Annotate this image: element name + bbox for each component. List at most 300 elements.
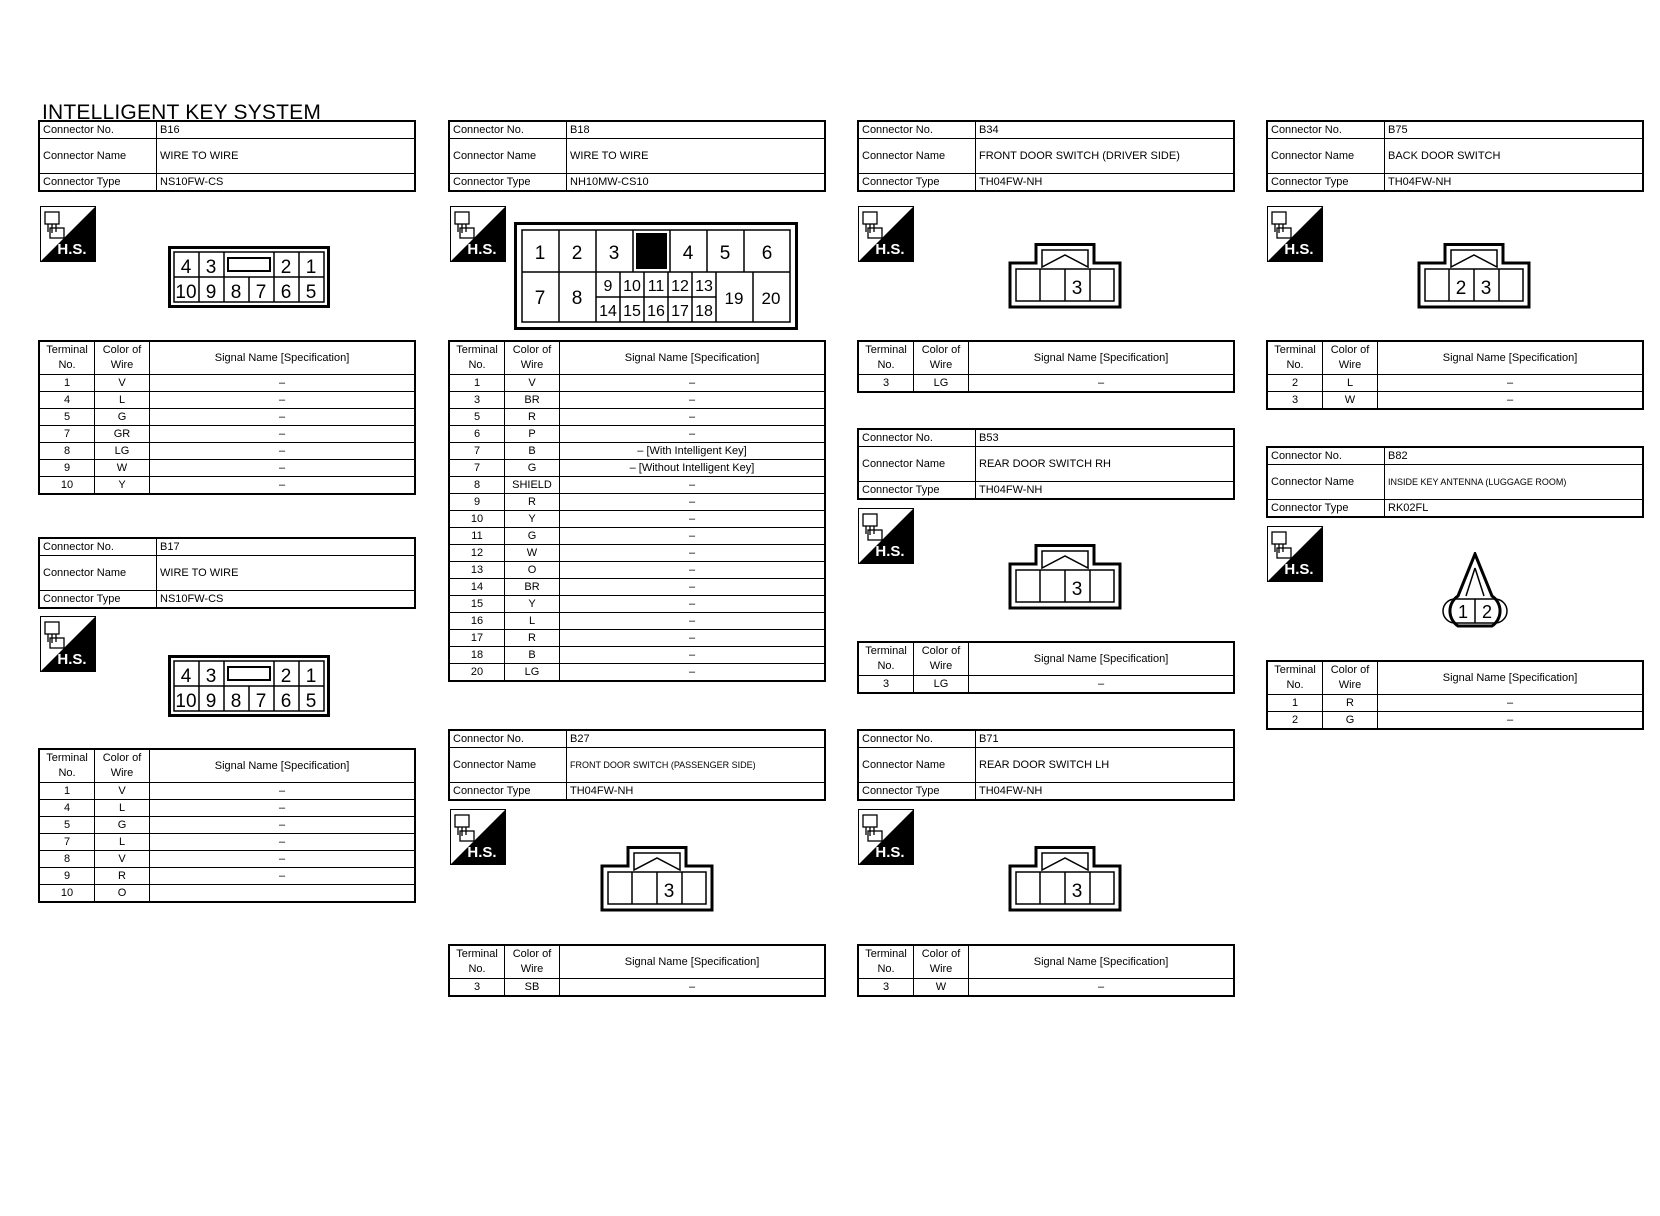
connector-no-value: B71: [976, 730, 1235, 748]
terminal-no-header: Terminal No.: [449, 341, 505, 375]
signal-name-cell: –: [560, 613, 826, 630]
signal-name-cell: –: [150, 868, 416, 885]
wire-color-cell: L: [95, 834, 150, 851]
hs-label: H.S.: [875, 844, 905, 861]
connector-no-value: B16: [157, 121, 416, 139]
signal-name-header: Signal Name [Specification]: [560, 341, 826, 375]
pin-label: 6: [280, 691, 292, 712]
connector-type-label: Connector Type: [858, 482, 976, 500]
harness-side-icon: [1267, 206, 1323, 262]
connector-no-value: B34: [976, 121, 1235, 139]
wire-color-cell: O: [505, 562, 560, 579]
signal-name-cell: –: [560, 579, 826, 596]
connector-no-value: B75: [1385, 121, 1644, 139]
table-row: [449, 579, 825, 596]
signal-name-cell: –: [150, 460, 416, 477]
wire-color-cell: BR: [505, 392, 560, 409]
terminal-no-cell: 7: [449, 443, 505, 460]
harness-side-icon: [858, 206, 914, 262]
wire-color-cell: W: [914, 979, 969, 997]
pin-label: 15: [623, 303, 641, 320]
connector-name-label: Connector Name: [1267, 139, 1385, 174]
signal-name-cell: –: [560, 664, 826, 682]
wire-color-cell: R: [505, 409, 560, 426]
signal-name-cell: –: [150, 817, 416, 834]
signal-name-cell: –: [1378, 695, 1644, 712]
terminal-no-cell: 2: [1267, 712, 1323, 730]
wire-color-cell: G: [95, 817, 150, 834]
signal-name-cell: –: [560, 596, 826, 613]
terminal-no-header: Terminal No.: [858, 945, 914, 979]
terminal-table-b34: [857, 340, 1235, 393]
terminal-table-b71: [857, 944, 1235, 997]
harness-side-icon: [450, 206, 506, 262]
pin-label: 9: [205, 282, 217, 303]
table-row: [39, 477, 415, 495]
table-row: [39, 885, 415, 903]
terminal-no-cell: 8: [39, 851, 95, 868]
terminal-no-cell: 4: [39, 392, 95, 409]
terminal-no-cell: 11: [449, 528, 505, 545]
wire-color-cell: SHIELD: [505, 477, 560, 494]
connector-face-b75: [1417, 243, 1531, 309]
wire-color-cell: L: [95, 392, 150, 409]
hs-label: H.S.: [57, 651, 87, 668]
pin-label: 18: [695, 303, 713, 320]
signal-name-header: Signal Name [Specification]: [969, 642, 1235, 676]
table-row: [39, 375, 415, 392]
wire-color-cell: Y: [95, 477, 150, 495]
connector-no-label: Connector No.: [449, 730, 567, 748]
wire-color-cell: G: [95, 409, 150, 426]
signal-name-cell: –: [560, 647, 826, 664]
connector-name-value: WIRE TO WIRE: [157, 139, 416, 174]
connector-no-label: Connector No.: [858, 121, 976, 139]
connector-header-b82: [1266, 446, 1644, 518]
wire-color-cell: Y: [505, 511, 560, 528]
wire-color-cell: LG: [505, 664, 560, 682]
wire-color-cell: V: [95, 851, 150, 868]
connector-no-label: Connector No.: [449, 121, 567, 139]
signal-name-cell: –: [150, 783, 416, 800]
pin-label: 9: [603, 278, 613, 295]
terminal-no-cell: 8: [449, 477, 505, 494]
connector-name-value: WIRE TO WIRE: [157, 556, 416, 591]
wire-color-cell: SB: [505, 979, 560, 997]
pin-label: 12: [671, 278, 689, 295]
hs-label: H.S.: [467, 844, 497, 861]
terminal-table-b75: [1266, 340, 1644, 410]
wire-color-cell: W: [1323, 392, 1378, 410]
connector-name-value: FRONT DOOR SWITCH (DRIVER SIDE): [976, 139, 1235, 174]
hs-label: H.S.: [1284, 241, 1314, 258]
color-of-wire-header: Color of Wire: [505, 945, 560, 979]
signal-name-cell: –: [1378, 712, 1644, 730]
connector-face-b82: [1436, 552, 1514, 628]
color-of-wire-header: Color of Wire: [914, 945, 969, 979]
connector-no-value: B82: [1385, 447, 1644, 465]
pin-label: 10: [175, 282, 197, 303]
harness-side-icon: [40, 616, 96, 672]
connector-no-label: Connector No.: [1267, 121, 1385, 139]
pin-label: 13: [695, 278, 713, 295]
table-row: [449, 477, 825, 494]
wire-color-cell: LG: [95, 443, 150, 460]
terminal-no-cell: 5: [449, 409, 505, 426]
table-row: [1267, 695, 1643, 712]
pin-label: 3: [1071, 579, 1083, 600]
terminal-no-cell: 2: [1267, 375, 1323, 392]
pin-label: 14: [599, 303, 617, 320]
terminal-no-cell: 1: [39, 375, 95, 392]
hs-label: H.S.: [875, 241, 905, 258]
terminal-table-b27: [448, 944, 826, 997]
terminal-no-header: Terminal No.: [858, 642, 914, 676]
pin-label: 9: [205, 691, 217, 712]
pin-label: 3: [1071, 278, 1083, 299]
signal-name-cell: –: [150, 409, 416, 426]
terminal-no-cell: 1: [1267, 695, 1323, 712]
connector-name-label: Connector Name: [449, 748, 567, 783]
table-row: [449, 545, 825, 562]
table-row: [39, 443, 415, 460]
terminal-no-header: Terminal No.: [858, 341, 914, 375]
signal-name-cell: –: [150, 851, 416, 868]
connector-name-label: Connector Name: [39, 139, 157, 174]
wire-color-cell: W: [505, 545, 560, 562]
signal-name-cell: –: [150, 800, 416, 817]
table-row: [39, 851, 415, 868]
harness-side-icon: [40, 206, 96, 262]
connector-face-b18: [514, 222, 798, 330]
page-title: INTELLIGENT KEY SYSTEM: [42, 101, 322, 124]
terminal-no-cell: 17: [449, 630, 505, 647]
table-row: [39, 800, 415, 817]
connector-name-label: Connector Name: [449, 139, 567, 174]
terminal-no-cell: 7: [449, 460, 505, 477]
pin-label: 7: [255, 691, 267, 712]
connector-face-b17: [168, 655, 330, 717]
connector-type-label: Connector Type: [1267, 500, 1385, 518]
terminal-no-cell: 3: [858, 979, 914, 997]
terminal-no-cell: 9: [39, 868, 95, 885]
table-row: [449, 562, 825, 579]
color-of-wire-header: Color of Wire: [914, 341, 969, 375]
signal-name-header: Signal Name [Specification]: [1378, 661, 1644, 695]
pin-label: 8: [230, 282, 242, 303]
connector-header-b34: [857, 120, 1235, 192]
connector-type-label: Connector Type: [858, 174, 976, 192]
signal-name-cell: –: [560, 630, 826, 647]
pin-label: 5: [305, 282, 317, 303]
connector-face-b53: [1008, 544, 1122, 610]
pin-label: 2: [1481, 602, 1493, 622]
signal-name-cell: – [With Intelligent Key]: [560, 443, 826, 460]
wire-color-cell: R: [95, 868, 150, 885]
signal-name-cell: –: [560, 545, 826, 562]
connector-header-b53: [857, 428, 1235, 500]
wire-color-cell: R: [1323, 695, 1378, 712]
connector-type-label: Connector Type: [449, 783, 567, 801]
pin-label: 7: [534, 288, 546, 309]
connector-header-b75: [1266, 120, 1644, 192]
wire-color-cell: R: [505, 494, 560, 511]
connector-no-label: Connector No.: [858, 429, 976, 447]
wire-color-cell: G: [1323, 712, 1378, 730]
table-row: [39, 426, 415, 443]
connector-name-label: Connector Name: [39, 556, 157, 591]
table-row: [449, 647, 825, 664]
pin-label: 1: [1457, 602, 1469, 622]
connector-name-label: Connector Name: [858, 748, 976, 783]
pin-label: 2: [1455, 278, 1467, 299]
pin-label: 3: [1071, 881, 1083, 902]
table-row: [449, 528, 825, 545]
terminal-no-cell: 3: [858, 676, 914, 694]
connector-name-value: BACK DOOR SWITCH: [1385, 139, 1644, 174]
table-row: [449, 979, 825, 997]
terminal-no-cell: 9: [449, 494, 505, 511]
color-of-wire-header: Color of Wire: [505, 341, 560, 375]
connector-no-value: B18: [567, 121, 826, 139]
signal-name-cell: –: [969, 979, 1235, 997]
table-row: [1267, 375, 1643, 392]
wire-color-cell: B: [505, 443, 560, 460]
connector-type-value: TH04FW-NH: [567, 783, 826, 801]
pin-label: 5: [305, 691, 317, 712]
connector-name-label: Connector Name: [858, 139, 976, 174]
connector-type-label: Connector Type: [858, 783, 976, 801]
terminal-no-cell: 18: [449, 647, 505, 664]
signal-name-cell: –: [560, 392, 826, 409]
connector-name-value: FRONT DOOR SWITCH (PASSENGER SIDE): [567, 748, 826, 783]
connector-type-value: TH04FW-NH: [976, 174, 1235, 192]
table-row: [858, 375, 1234, 393]
terminal-table-b17: [38, 748, 416, 903]
table-row: [449, 375, 825, 392]
connector-no-value: B53: [976, 429, 1235, 447]
terminal-no-header: Terminal No.: [449, 945, 505, 979]
signal-name-header: Signal Name [Specification]: [969, 341, 1235, 375]
table-row: [858, 979, 1234, 997]
color-of-wire-header: Color of Wire: [95, 341, 150, 375]
connector-face-b71: [1008, 846, 1122, 912]
terminal-no-cell: 4: [39, 800, 95, 817]
pin-label: 17: [671, 303, 689, 320]
signal-name-cell: –: [560, 375, 826, 392]
terminal-table-b16: [38, 340, 416, 495]
signal-name-cell: –: [150, 392, 416, 409]
pin-label: 1: [534, 243, 546, 264]
terminal-no-header: Terminal No.: [39, 341, 95, 375]
pin-label: 1: [305, 666, 317, 687]
pin-label: 2: [280, 666, 292, 687]
terminal-no-cell: 20: [449, 664, 505, 682]
color-of-wire-header: Color of Wire: [1323, 661, 1378, 695]
connector-type-label: Connector Type: [1267, 174, 1385, 192]
table-row: [39, 460, 415, 477]
connector-face-b34: [1008, 243, 1122, 309]
connector-no-label: Connector No.: [39, 121, 157, 139]
hs-label: H.S.: [1284, 561, 1314, 578]
hs-label: H.S.: [57, 241, 87, 258]
connector-name-value: INSIDE KEY ANTENNA (LUGGAGE ROOM): [1385, 465, 1644, 500]
pin-label: 4: [180, 257, 192, 278]
pin-label: 3: [663, 881, 675, 902]
signal-name-cell: –: [560, 979, 826, 997]
connector-header-b71: [857, 729, 1235, 801]
signal-name-cell: –: [1378, 375, 1644, 392]
pin-label: 11: [647, 278, 665, 295]
table-row: [449, 426, 825, 443]
pin-label: 3: [205, 666, 217, 687]
wire-color-cell: G: [505, 528, 560, 545]
connector-type-label: Connector Type: [39, 591, 157, 609]
connector-face-b16: [168, 246, 330, 308]
terminal-table-b82: [1266, 660, 1644, 730]
harness-side-icon: [858, 809, 914, 865]
pin-label: 3: [608, 243, 620, 264]
signal-name-cell: –: [150, 375, 416, 392]
table-row: [1267, 712, 1643, 730]
connector-type-value: TH04FW-NH: [976, 482, 1235, 500]
connector-no-label: Connector No.: [858, 730, 976, 748]
table-row: [449, 392, 825, 409]
connector-name-label: Connector Name: [1267, 465, 1385, 500]
color-of-wire-header: Color of Wire: [914, 642, 969, 676]
signal-name-cell: –: [560, 409, 826, 426]
signal-name-cell: –: [560, 494, 826, 511]
terminal-no-header: Terminal No.: [1267, 341, 1323, 375]
terminal-no-cell: 1: [449, 375, 505, 392]
signal-name-cell: –: [150, 834, 416, 851]
terminal-no-cell: 3: [449, 392, 505, 409]
signal-name-cell: –: [150, 477, 416, 495]
harness-side-icon: [1267, 526, 1323, 582]
pin-label: 5: [719, 243, 731, 264]
terminal-no-cell: 5: [39, 817, 95, 834]
wire-color-cell: LG: [914, 676, 969, 694]
connector-no-label: Connector No.: [1267, 447, 1385, 465]
connector-type-label: Connector Type: [449, 174, 567, 192]
terminal-no-cell: 7: [39, 834, 95, 851]
signal-name-cell: [150, 885, 416, 903]
terminal-no-cell: 10: [39, 885, 95, 903]
pin-label: 20: [761, 289, 781, 308]
table-row: [449, 511, 825, 528]
pin-label: 8: [230, 691, 242, 712]
terminal-no-cell: 10: [449, 511, 505, 528]
table-row: [449, 664, 825, 682]
signal-name-cell: –: [1378, 392, 1644, 410]
pin-label: 2: [280, 257, 292, 278]
signal-name-cell: – [Without Intelligent Key]: [560, 460, 826, 477]
terminal-no-cell: 15: [449, 596, 505, 613]
connector-no-value: B17: [157, 538, 416, 556]
terminal-no-cell: 16: [449, 613, 505, 630]
wire-color-cell: R: [505, 630, 560, 647]
table-row: [39, 868, 415, 885]
connector-header-b27: [448, 729, 826, 801]
signal-name-header: Signal Name [Specification]: [969, 945, 1235, 979]
pin-label: 4: [180, 666, 192, 687]
terminal-no-cell: 5: [39, 409, 95, 426]
signal-name-cell: –: [969, 375, 1235, 393]
connector-header-b16: [38, 120, 416, 192]
wire-color-cell: G: [505, 460, 560, 477]
table-row: [1267, 392, 1643, 410]
terminal-no-cell: 3: [858, 375, 914, 393]
connector-name-label: Connector Name: [858, 447, 976, 482]
wire-color-cell: B: [505, 647, 560, 664]
signal-name-header: Signal Name [Specification]: [150, 749, 416, 783]
wire-color-cell: Y: [505, 596, 560, 613]
table-row: [39, 834, 415, 851]
pin-label: 19: [724, 289, 744, 308]
wire-color-cell: BR: [505, 579, 560, 596]
pin-label: 16: [647, 303, 665, 320]
signal-name-cell: –: [560, 511, 826, 528]
pin-label: 2: [571, 243, 583, 264]
table-row: [449, 460, 825, 477]
wire-color-cell: V: [95, 783, 150, 800]
wire-color-cell: L: [505, 613, 560, 630]
connector-header-b17: [38, 537, 416, 609]
connector-type-value: NS10FW-CS: [157, 174, 416, 192]
terminal-table-b53: [857, 641, 1235, 694]
terminal-no-cell: 10: [39, 477, 95, 495]
harness-side-icon: [858, 508, 914, 564]
pin-label: 3: [1480, 278, 1492, 299]
connector-no-label: Connector No.: [39, 538, 157, 556]
terminal-no-cell: 6: [449, 426, 505, 443]
wire-color-cell: V: [505, 375, 560, 392]
terminal-no-cell: 1: [39, 783, 95, 800]
wire-color-cell: L: [95, 800, 150, 817]
signal-name-cell: –: [969, 676, 1235, 694]
hs-label: H.S.: [875, 543, 905, 560]
table-row: [449, 613, 825, 630]
connector-type-value: NH10MW-CS10: [567, 174, 826, 192]
table-row: [449, 443, 825, 460]
connector-name-value: REAR DOOR SWITCH RH: [976, 447, 1235, 482]
connector-type-value: TH04FW-NH: [976, 783, 1235, 801]
pin-label: 8: [571, 288, 583, 309]
terminal-no-cell: 7: [39, 426, 95, 443]
terminal-table-b18: [448, 340, 826, 682]
terminal-no-cell: 9: [39, 460, 95, 477]
wire-color-cell: GR: [95, 426, 150, 443]
color-of-wire-header: Color of Wire: [1323, 341, 1378, 375]
connector-type-value: NS10FW-CS: [157, 591, 416, 609]
wire-color-cell: LG: [914, 375, 969, 393]
color-of-wire-header: Color of Wire: [95, 749, 150, 783]
pin-label: 6: [761, 243, 773, 264]
pin-label: 1: [305, 257, 317, 278]
terminal-no-cell: 13: [449, 562, 505, 579]
pin-label: 7: [255, 282, 267, 303]
signal-name-cell: –: [150, 426, 416, 443]
table-row: [449, 596, 825, 613]
signal-name-cell: –: [560, 562, 826, 579]
terminal-no-cell: 3: [1267, 392, 1323, 410]
signal-name-cell: –: [150, 443, 416, 460]
wire-color-cell: P: [505, 426, 560, 443]
terminal-no-cell: 12: [449, 545, 505, 562]
wire-color-cell: O: [95, 885, 150, 903]
connector-face-b27: [600, 846, 714, 912]
table-row: [39, 817, 415, 834]
